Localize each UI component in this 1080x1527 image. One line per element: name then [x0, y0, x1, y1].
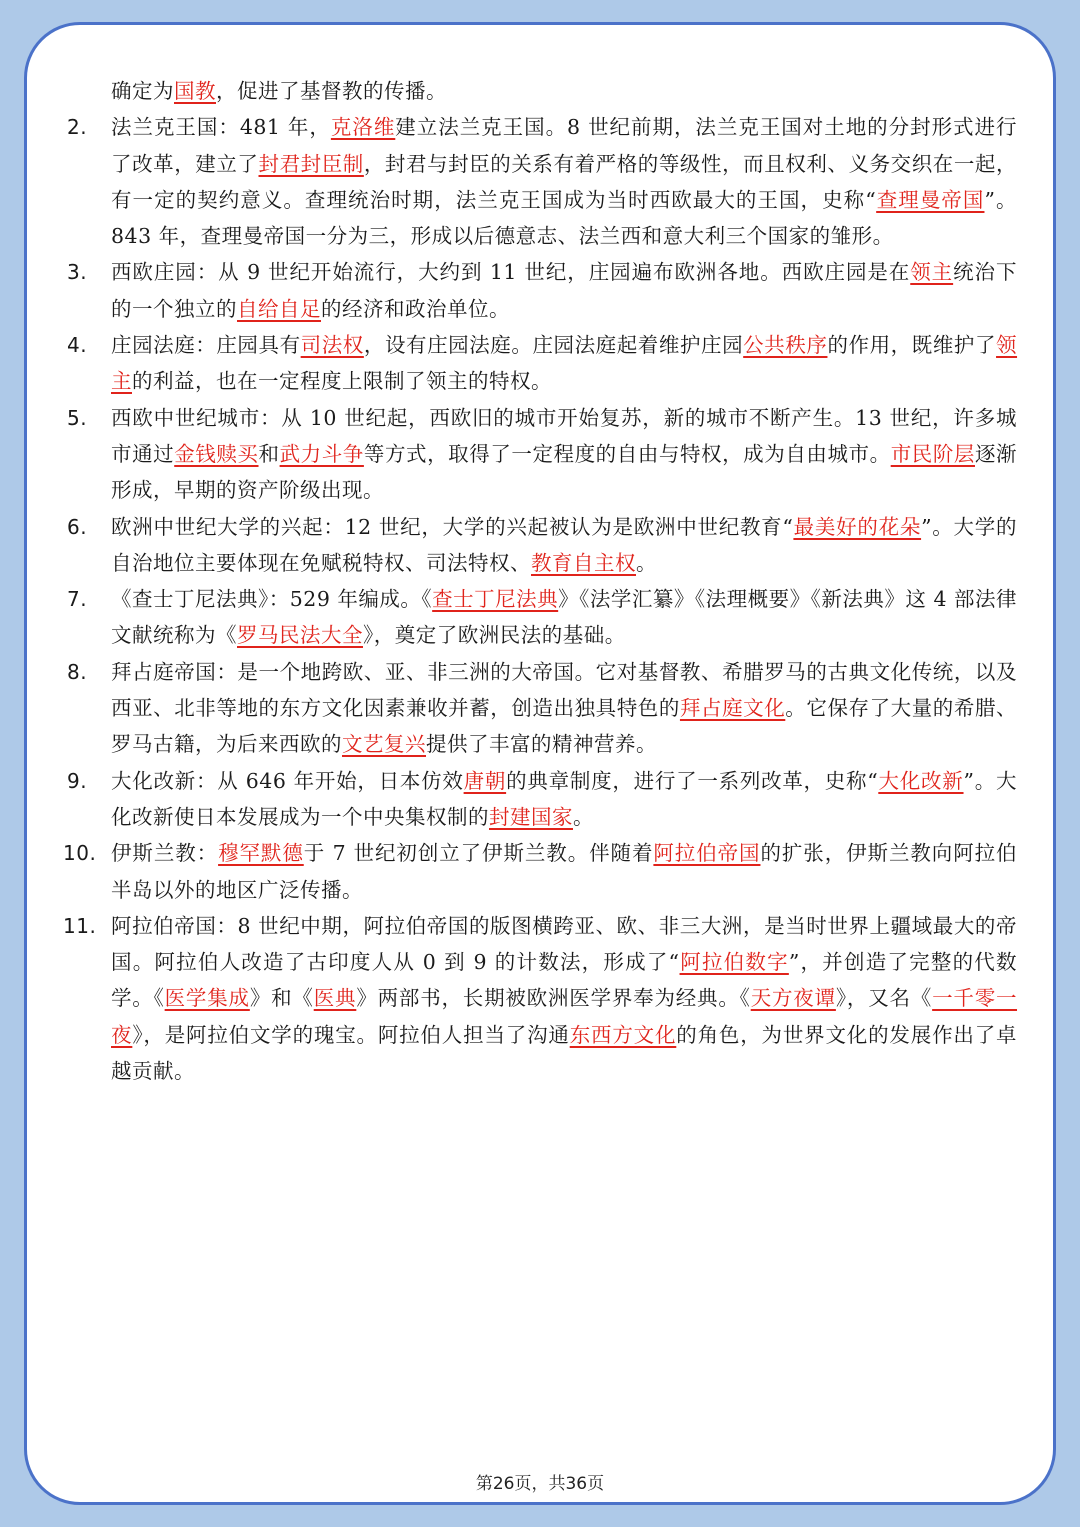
highlighted-term: 查士丁尼法典	[432, 587, 559, 612]
item-text: 等方式，取得了一定程度的自由与特权，成为自由城市。	[363, 441, 891, 466]
item-text: ，设有庄园法庭。庄园法庭起着维护庄园	[363, 333, 744, 358]
item-text: 和	[258, 441, 280, 466]
highlighted-term: 金钱赎买	[174, 441, 259, 466]
item-number: 7.	[67, 587, 88, 612]
item-text: 逐渐形成，早期的资产阶级出现。	[111, 441, 1018, 503]
item-number: 11.	[63, 913, 97, 938]
highlighted-term: 领主	[910, 260, 954, 285]
list-item	[63, 835, 1018, 908]
list-item	[67, 254, 1017, 327]
list-item	[67, 581, 1017, 654]
item-text: 伊斯兰教：	[111, 841, 219, 866]
highlighted-term: 医学集成	[164, 986, 250, 1011]
highlighted-term: 克洛维	[330, 115, 396, 140]
highlighted-term: 东西方文化	[569, 1022, 677, 1047]
item-text: 。它保存了大量的希腊、罗马古籍，为后来西欧的	[111, 696, 1018, 757]
highlighted-term: 自给自足	[237, 296, 321, 321]
list-item	[67, 73, 1017, 109]
item-text: ”。大化改新使日本发展成为一个中央集权制的	[111, 768, 1018, 829]
item-text: 》《法学汇纂》《法理概要》《新法典》这 4 部法律文献统称为《	[111, 587, 1018, 648]
list-item	[67, 109, 1017, 254]
highlighted-term: 司法权	[300, 333, 364, 358]
list-item	[63, 908, 1018, 1089]
item-text: 的经济和政治单位。	[321, 296, 510, 321]
highlighted-term: 医典	[313, 986, 357, 1011]
item-number: 5.	[67, 405, 88, 430]
item-number: 4.	[67, 333, 88, 358]
item-text: 建立法兰克王国。8 世纪前期，法兰克王国对土地的分封形式进行了改革，建立了	[111, 115, 1018, 176]
item-text: 。	[573, 804, 594, 829]
item-text: 欧洲中世纪大学的兴起：12 世纪，大学的兴起被认为是欧洲中世纪教育“	[111, 514, 794, 539]
item-number: 8.	[67, 659, 88, 684]
item-text: 西欧庄园：从 9 世纪开始流行，大约到 11 世纪，庄园遍布欧洲各地。西欧庄园是在	[111, 260, 911, 285]
highlighted-term: 国教	[174, 79, 216, 103]
document-page	[24, 22, 1056, 1505]
item-text: ，封君与封臣的关系有着严格的等级性，而且权利、义务交织在一起，有一定的契约意义。查理统治时期，法兰克王国成为当时西欧最大的王国，史称“	[111, 151, 1018, 212]
item-text: 西欧中世纪城市：从 10 世纪起，西欧旧的城市开始复苏，新的城市不断产生。13 世纪，许多城市通过	[111, 405, 1017, 466]
highlighted-term: 一千零一夜	[111, 986, 1018, 1047]
item-number: 2.	[67, 115, 88, 140]
highlighted-term: 唐朝	[463, 768, 507, 793]
item-number: 9.	[67, 768, 88, 793]
item-text: 确定为	[111, 79, 174, 103]
item-text: 的扩张，伊斯兰教向阿拉伯半岛以外的地区广泛传播。	[111, 841, 1018, 902]
item-text: 提供了丰富的精神营养。	[426, 732, 657, 757]
highlighted-term: 罗马民法大全	[237, 623, 363, 648]
highlighted-term: 阿拉伯帝国	[653, 841, 761, 866]
highlighted-term: 穆罕默德	[218, 841, 304, 866]
item-text: 。	[636, 550, 657, 575]
highlighted-term: 文艺复兴	[342, 732, 426, 757]
highlighted-term: 最美好的花朵	[793, 514, 922, 539]
item-text: 大化改新：从 646 年开始，日本仿效	[111, 768, 464, 793]
item-text: ，促进了基督教的传播。	[216, 79, 447, 103]
list-item	[67, 763, 1017, 836]
item-text: 拜占庭帝国：是一个地跨欧、亚、非三洲的大帝国。它对基督教、希腊罗马的古典文化传统，以及西亚、北非等地的东方文化因素兼收并蓄，创造出独具特色的	[111, 659, 1017, 721]
highlighted-term: 武力斗争	[279, 441, 364, 466]
highlighted-term: 市民阶层	[890, 441, 975, 466]
item-text: 》，是阿拉伯文学的瑰宝。阿拉伯人担当了沟通	[132, 1022, 570, 1047]
item-text: ”。大学的自治地位主要体现在免赋税特权、司法特权、	[111, 514, 1017, 575]
item-text: 的角色，为世界文化的发展作出了卓越贡献。	[111, 1022, 1018, 1084]
highlighted-term: 领主	[111, 333, 1018, 394]
item-text: 》，奠定了欧洲民法的基础。	[363, 623, 626, 648]
item-text: 》两部书，长期被欧洲医学界奉为经典。《	[356, 986, 751, 1011]
highlighted-term: 拜占庭文化	[679, 696, 786, 721]
content-list	[63, 73, 1018, 1089]
highlighted-term: 天方夜谭	[750, 986, 836, 1011]
item-number: 10.	[63, 841, 97, 866]
list-item	[67, 654, 1017, 763]
highlighted-term: 大化改新	[878, 768, 964, 793]
page-footer: 第26页，共36页	[475, 1474, 605, 1494]
highlighted-term: 封建国家	[489, 804, 573, 829]
item-text: ”，并创造了完整的代数学。《	[111, 950, 1018, 1011]
highlighted-term: 封君封臣制	[258, 151, 364, 176]
item-number: 6.	[67, 514, 88, 539]
list-item	[67, 509, 1017, 582]
item-text: 于 7 世纪初创立了伊斯兰教。伴随着	[303, 841, 654, 866]
item-text: 的作用，既维护了	[827, 333, 997, 358]
item-text: 》和《	[249, 986, 314, 1011]
item-text: 统治下的一个独立的	[111, 260, 1017, 321]
item-text: ”。843 年，查理曼帝国一分为三，形成以后德意志、法兰西和意大利三个国家的雏形。	[111, 187, 1017, 249]
highlighted-term: 公共秩序	[743, 333, 828, 358]
list-item	[67, 400, 1017, 509]
item-text: 》，又名《	[835, 986, 933, 1011]
item-text: 的典章制度，进行了一系列改革，史称“	[506, 768, 879, 793]
item-text: 庄园法庭：庄园具有	[111, 333, 301, 358]
highlighted-term: 教育自主权	[531, 550, 636, 575]
item-text: 《查士丁尼法典》：529 年编成。《	[111, 587, 433, 612]
highlighted-term: 阿拉伯数字	[679, 950, 789, 975]
list-item	[67, 327, 1017, 400]
item-text: 法兰克王国：481 年，	[111, 115, 331, 140]
item-text: 阿拉伯帝国：8 世纪中期，阿拉伯帝国的版图横跨亚、欧、非三大洲，是当时世界上疆域最大的帝国。阿拉伯人改造了古印度人从 0 到 9 的计数法，形成了“	[111, 913, 1017, 975]
highlighted-term: 查理曼帝国	[876, 187, 985, 212]
item-number: 3.	[67, 260, 88, 285]
item-text: 的利益，也在一定程度上限制了领主的特权。	[132, 369, 552, 394]
